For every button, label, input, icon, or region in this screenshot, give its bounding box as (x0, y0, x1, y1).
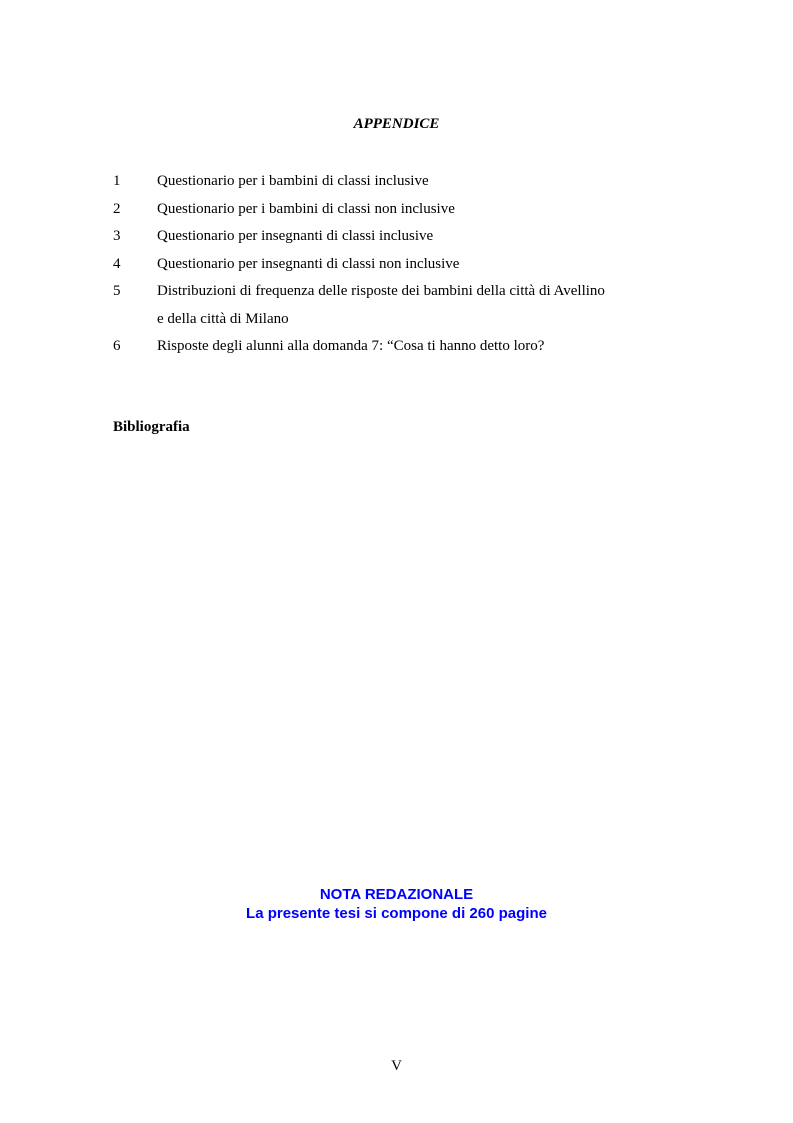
editorial-note-text: La presente tesi si compone di 260 pagine (246, 905, 547, 922)
bibliography-heading: Bibliografia (113, 419, 190, 435)
item-line: Questionario per i bambini di classi non inclusive (157, 200, 455, 217)
item-text (157, 168, 673, 196)
list-item (113, 168, 673, 196)
list-item (113, 196, 673, 224)
item-text (157, 196, 673, 224)
item-line: e della città di Milano (157, 310, 289, 327)
appendix-list (113, 168, 673, 361)
list-item (113, 223, 673, 251)
page-number: V (391, 1058, 402, 1074)
item-text (157, 251, 673, 279)
list-item (113, 278, 673, 333)
item-line: Questionario per insegnanti di classi non inclusive (157, 255, 460, 272)
item-number: 5 (113, 283, 121, 299)
item-text (157, 223, 673, 251)
item-text (157, 278, 673, 333)
item-text (157, 333, 673, 361)
item-number: 2 (113, 200, 121, 217)
editorial-note-heading: NOTA REDAZIONALE (319, 886, 474, 903)
item-line: Questionario per insegnanti di classi inclusive (157, 228, 434, 244)
item-line: Questionario per i bambini di classi inclusive (157, 173, 429, 189)
list-item (113, 333, 673, 361)
item-line: Distribuzioni di frequenza delle risposte dei bambini della città di Avellino (157, 283, 605, 299)
item-line: Risposte degli alunni alla domanda 7: “Cosa ti hanno detto loro? (157, 338, 545, 354)
editorial-note (0, 885, 793, 923)
item-number: 4 (113, 255, 121, 272)
item-number: 1 (113, 173, 121, 189)
item-number: 6 (113, 338, 121, 354)
list-item (113, 251, 673, 279)
item-number: 3 (113, 228, 121, 244)
page-title: APPENDICE (353, 116, 440, 132)
